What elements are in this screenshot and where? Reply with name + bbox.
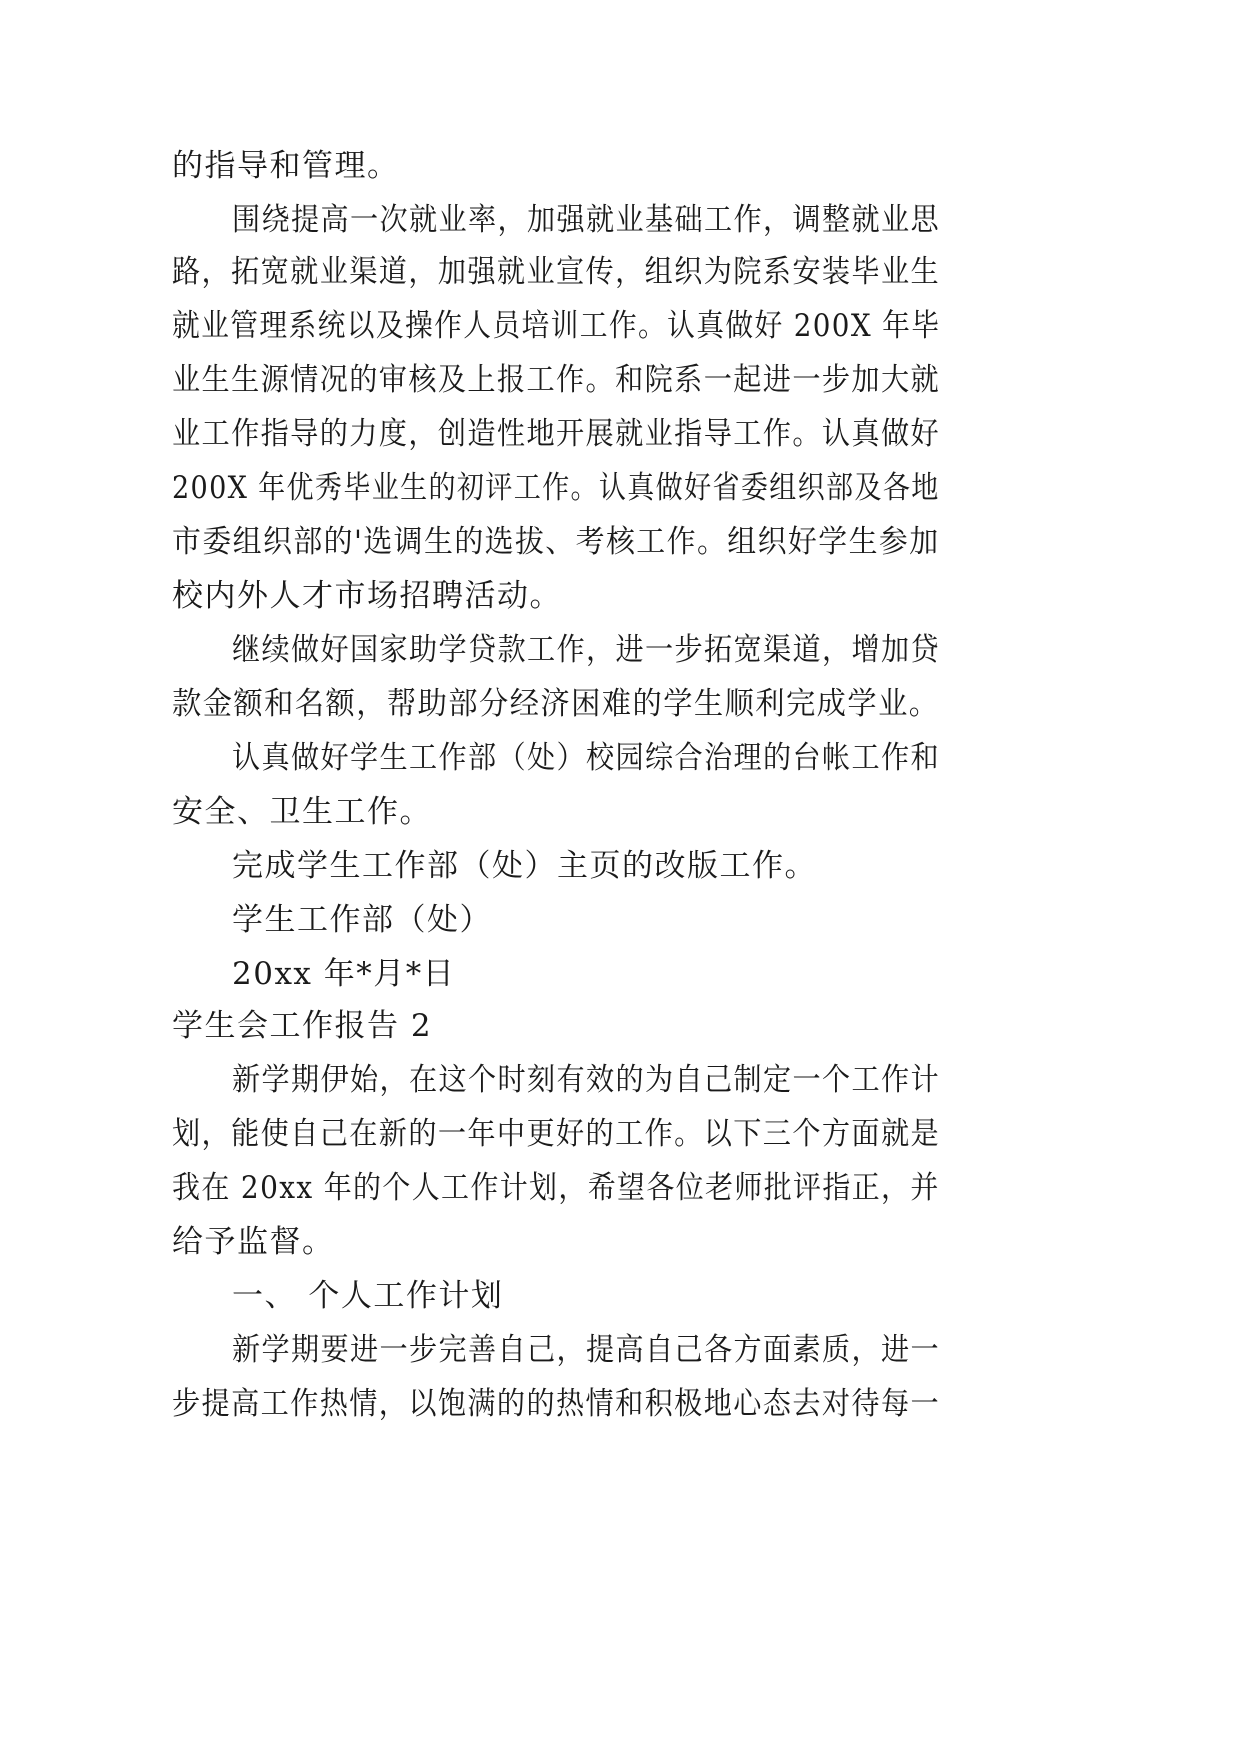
text-line: 20xx 年*月*日 — [232, 956, 456, 992]
text-line: 路，拓宽就业渠道，加强就业宣传，组织为院系安装毕业生 — [172, 254, 941, 290]
text-line: 市委组织部的'选调生的选拔、考核工作。组织好学生参加 — [172, 524, 940, 560]
text-line: 给予监督。 — [172, 1224, 335, 1260]
text-line: 校内外人才市场招聘活动。 — [172, 578, 562, 614]
text-line: 学生会工作报告 2 — [172, 1008, 433, 1044]
text-line: 就业管理系统以及操作人员培训工作。认真做好 200X 年毕 — [172, 308, 941, 344]
text-line: 步提高工作热情，以饱满的的热情和积极地心态去对待每一 — [172, 1386, 941, 1422]
text-line: 200X 年优秀毕业生的初评工作。认真做好省委组织部及各地 — [172, 470, 940, 506]
text-line: 学生工作部（处） — [232, 902, 492, 938]
text-line: 继续做好国家助学贷款工作，进一步拓宽渠道，增加贷 — [232, 632, 941, 668]
text-line: 新学期要进一步完善自己，提高自己各方面素质，进一 — [232, 1332, 941, 1368]
text-line: 款金额和名额，帮助部分经济困难的学生顺利完成学业。 — [172, 686, 940, 722]
text-line: 一、 个人工作计划 — [232, 1278, 504, 1314]
text-line: 完成学生工作部（处）主页的改版工作。 — [232, 848, 817, 884]
text-line: 安全、卫生工作。 — [172, 794, 432, 830]
text-line: 业生生源情况的审核及上报工作。和院系一起进一步加大就 — [172, 362, 941, 398]
text-line: 认真做好学生工作部（处）校园综合治理的台帐工作和 — [232, 740, 941, 776]
text-line: 围绕提高一次就业率，加强就业基础工作，调整就业思 — [232, 202, 941, 238]
text-line: 的指导和管理。 — [172, 148, 400, 184]
text-line: 新学期伊始，在这个时刻有效的为自己制定一个工作计 — [232, 1062, 941, 1098]
text-line: 我在 20xx 年的个人工作计划，希望各位老师批评指正，并 — [172, 1170, 940, 1206]
text-line: 业工作指导的力度，创造性地开展就业指导工作。认真做好 — [172, 416, 941, 452]
text-line: 划，能使自己在新的一年中更好的工作。以下三个方面就是 — [172, 1116, 941, 1152]
